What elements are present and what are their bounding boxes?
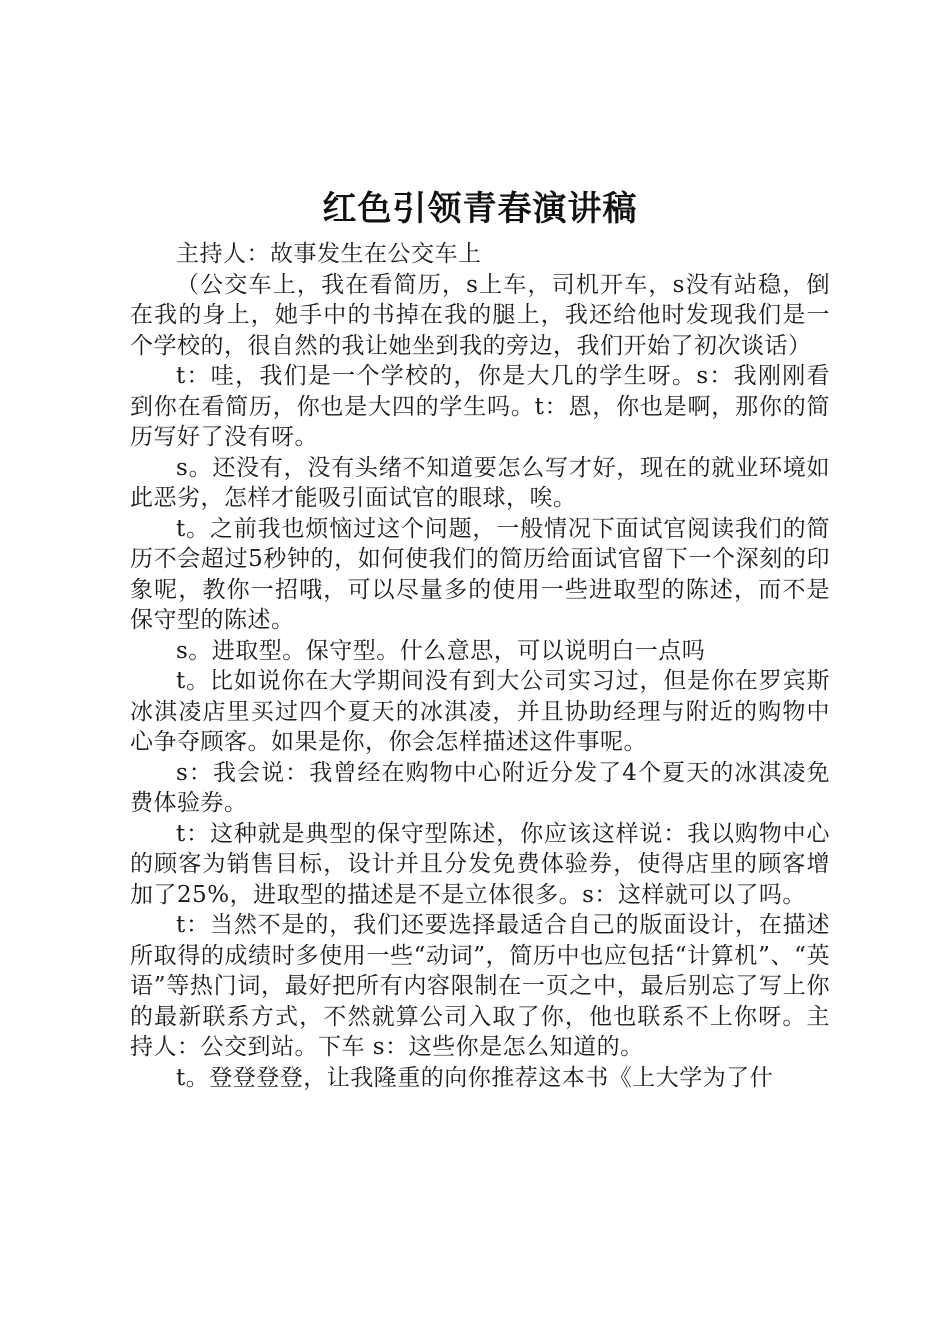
document-page bbox=[130, 185, 830, 1093]
paragraph: s。还没有，没有头绪不知道要怎么写才好，现在的就业环境如此恶劣，怎样才能吸引面试官的眼球，唉。 bbox=[130, 454, 830, 511]
paragraph: t：当然不是的，我们还要选择最适合自己的版面设计，在描述所取得的成绩时多使用一些“动词”，简历中也应包括“计算机”、“英语”等热门词，最好把所有内容限制在一页之中，最后别忘了写上你的最新联系方式，不然就算公司入取了你，他也联系不上你呀。主持人：公交到站。下车 s：这些你是怎么知道的。 bbox=[130, 912, 830, 1060]
paragraph: s：我会说：我曾经在购物中心附近分发了4个夏天的冰淇凌免费体验券。 bbox=[130, 759, 830, 816]
paragraph: t。比如说你在大学期间没有到大公司实习过，但是你在罗宾斯冰淇凌店里买过四个夏天的冰淇凌，并且协助经理与附近的购物中心争夺顾客。如果是你，你会怎样描述这件事呢。 bbox=[130, 668, 830, 755]
document-title: 红色引领青春演讲稿 bbox=[322, 189, 638, 229]
paragraph: t：这种就是典型的保守型陈述，你应该这样说：我以购物中心的顾客为销售目标，设计并且分发免费体验券，使得店里的顾客增加了25%，进取型的描述是不是立体很多。s：这样就可以了吗。 bbox=[130, 820, 830, 908]
paragraph: t。之前我也烦恼过这个问题，一般情况下面试官阅读我们的简历不会超过5秒钟的，如何使我们的简历给面试官留下一个深刻的印象呢，教你一招哦，可以尽量多的使用一些进取型的陈述，而不是保守型的陈述。 bbox=[130, 515, 830, 633]
paragraph: t：哇，我们是一个学校的，你是大几的学生呀。s：我刚刚看到你在看简历，你也是大四的学生吗。t：恩，你也是啊，那你的简历写好了没有呀。 bbox=[130, 363, 830, 450]
paragraph: 主持人：故事发生在公交车上 bbox=[176, 241, 482, 267]
paragraph: （公交车上，我在看简历，s上车，司机开车，s没有站稳，倒在我的身上，她手中的书掉在我的腿上，我还给他时发现我们是一个学校的，很自然的我让她坐到我的旁边，我们开始了初次谈话） bbox=[130, 271, 830, 359]
paragraph: s。进取型。保守型。什么意思，可以说明白一点吗 bbox=[176, 637, 706, 664]
paragraph: t。登登登登，让我隆重的向你推荐这本书《上大学为了什 bbox=[176, 1064, 774, 1091]
